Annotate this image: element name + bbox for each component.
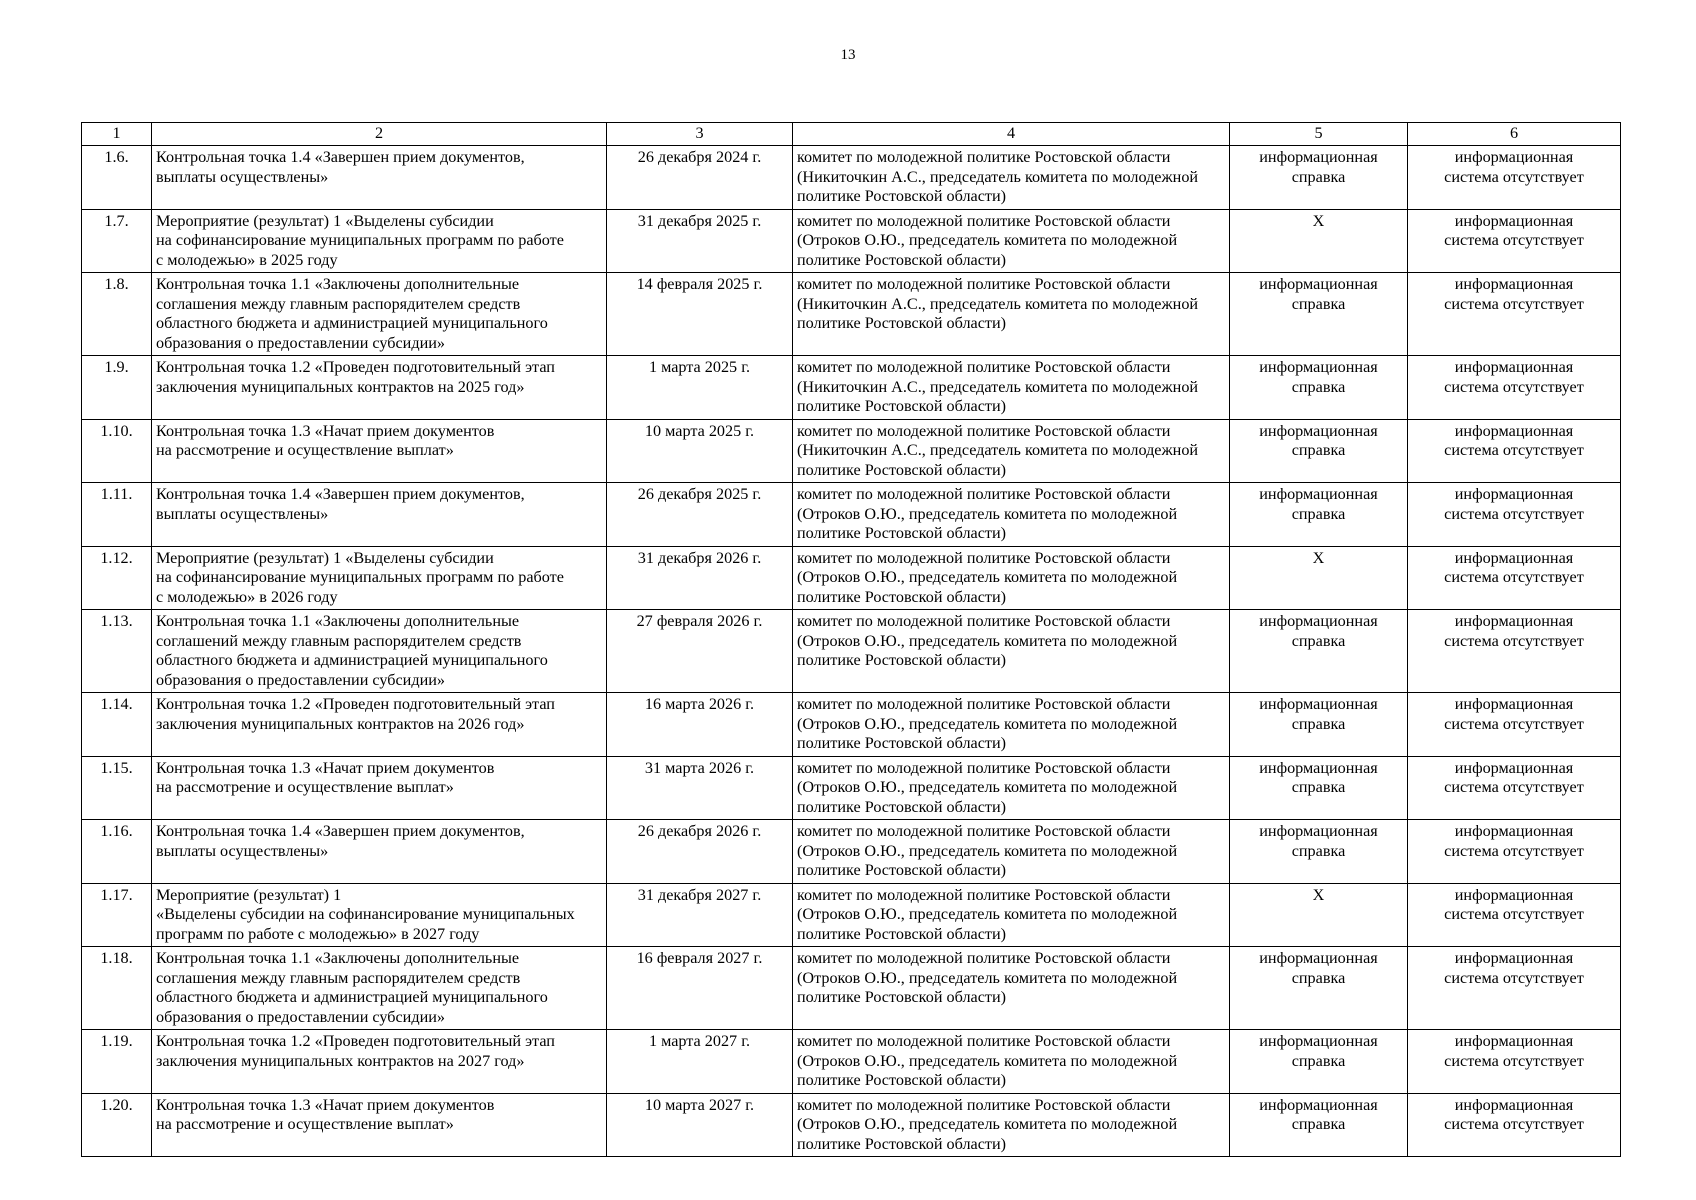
column-header: 2 [152,123,607,146]
cell-line: на рассмотрение и осуществление выплат» [156,441,454,459]
responsible-cell [793,146,1230,210]
cell-line: информационная [1259,148,1378,166]
table-row [82,209,1621,273]
deadline-cell: 14 февраля 2025 г. [607,273,793,356]
cell-line: (Никиточкин А.С., председатель комитета по молодежной [797,441,1199,459]
control-points-table [81,122,1621,1157]
cell-line: система отсутствует [1444,167,1584,186]
event-title-cell [152,483,607,547]
event-title-cell [152,820,607,884]
cell-line: информационная [1454,421,1574,440]
document-type-cell [1230,756,1408,820]
cell-line: справка [1291,631,1346,650]
cell-line: соглашения между главным распорядителем средств [156,294,521,313]
cell-line: (Отроков О.Ю., председатель комитета по молодежной [797,714,1178,733]
info-system-cell [1408,419,1621,483]
event-title-cell [152,1030,607,1094]
cell-line: информационная [1454,695,1574,713]
cell-line: информационная [1454,1032,1574,1050]
cell-line: (Отроков О.Ю., председатель комитета по молодежной [797,905,1178,923]
event-title-cell [152,756,607,820]
cell-line: система отсутствует [1444,231,1584,249]
document-type-cell [1230,1030,1408,1094]
cell-line: политике Ростовской области) [797,1071,1007,1089]
responsible-cell [793,546,1230,610]
cell-line: политике Ростовской области) [797,797,1007,816]
cell-line: с молодежью» в 2025 году [156,250,338,269]
cell-line: Контрольная точка 1.4 «Завершен прием документов, [156,148,525,166]
event-title-cell [152,273,607,356]
cell-line: (Отроков О.Ю., председатель комитета по молодежной [797,968,1178,987]
info-system-cell [1408,1030,1621,1094]
table-header-row [82,123,1621,146]
table-row [82,756,1621,820]
cell-line: комитет по молодежной политике Ростовской области [797,1095,1171,1114]
responsible-cell [793,273,1230,356]
cell-line: информационная [1454,485,1574,503]
document-type-cell [1230,273,1408,356]
cell-line: заключения муниципальных контрактов на 2026 год» [156,714,525,733]
responsible-cell [793,356,1230,420]
cell-line: информационная [1454,612,1574,630]
cell-line: информационная [1259,695,1378,713]
table-row [82,610,1621,693]
responsible-cell [793,693,1230,757]
cell-line: информационная [1259,949,1378,967]
cell-line: информационная [1454,358,1574,376]
responsible-cell [793,947,1230,1030]
cell-line: политике Ростовской области) [797,988,1007,1006]
deadline-cell: 27 февраля 2026 г. [607,610,793,693]
responsible-cell [793,610,1230,693]
document-type-cell [1230,947,1408,1030]
table-row [82,1093,1621,1157]
table-body [82,146,1621,1157]
document-type-cell [1230,1093,1408,1157]
row-number-cell: 1.12. [82,546,152,610]
cell-line: информационная [1454,211,1574,230]
cell-line: (Никиточкин А.С., председатель комитета по молодежной [797,294,1199,313]
deadline-cell: 26 декабря 2025 г. [607,483,793,547]
row-number-cell: 1.14. [82,693,152,757]
table-row [82,273,1621,356]
cell-line: образования о предоставлении субсидии» [156,1007,445,1026]
table-row [82,693,1621,757]
responsible-cell [793,483,1230,547]
cell-line: выплаты осуществлены» [156,504,329,523]
row-number-cell: 1.18. [82,947,152,1030]
table-row [82,947,1621,1030]
cell-line: (Никиточкин А.С., председатель комитета по молодежной [797,377,1199,396]
cell-line: информационная [1454,949,1574,967]
cell-line: справка [1291,377,1346,396]
event-title-cell [152,546,607,610]
event-title-cell [152,883,607,947]
cell-line: справка [1291,504,1346,523]
cell-line: комитет по молодежной политике Ростовской области [797,148,1171,166]
cell-line: справка [1291,1115,1346,1133]
cell-line: информационная [1259,612,1378,630]
table-row [82,356,1621,420]
responsible-cell [793,209,1230,273]
cell-line: информационная [1259,1032,1378,1050]
cell-line: система отсутствует [1444,631,1584,650]
cell-line: система отсутствует [1444,905,1584,923]
row-number-cell: 1.6. [82,146,152,210]
cell-line: (Отроков О.Ю., председатель комитета по молодежной [797,778,1178,796]
cell-line: информационная [1454,1095,1574,1114]
cell-line: областного бюджета и администрацией муниципального [156,314,548,332]
cell-line: политике Ростовской области) [797,924,1007,943]
info-system-cell [1408,209,1621,273]
row-number-cell: 1.13. [82,610,152,693]
cell-line: областного бюджета и администрацией муниципального [156,988,548,1006]
cell-line: Контрольная точка 1.3 «Начат прием документов [156,1095,495,1114]
cell-line: справка [1291,714,1346,733]
cell-line: комитет по молодежной политике Ростовской области [797,548,1171,567]
cell-line: политике Ростовской области) [797,861,1007,879]
document-type-cell [1230,820,1408,884]
cell-line: справка [1291,778,1346,796]
cell-line: Контрольная точка 1.1 «Заключены дополнительные [156,949,520,967]
info-system-cell [1408,1093,1621,1157]
cell-line: информационная [1454,275,1574,293]
cell-line: на рассмотрение и осуществление выплат» [156,1115,454,1133]
deadline-cell: 1 марта 2025 г. [607,356,793,420]
cell-line: областного бюджета и администрацией муниципального [156,651,548,669]
cell-line: на рассмотрение и осуществление выплат» [156,778,454,796]
column-header: 4 [793,123,1230,146]
cell-line: политике Ростовской области) [797,587,1007,606]
cell-line: система отсутствует [1444,968,1584,987]
event-title-cell [152,356,607,420]
event-title-cell [152,209,607,273]
deadline-cell: 26 декабря 2026 г. [607,820,793,884]
cell-line: выплаты осуществлены» [156,841,329,860]
event-title-cell [152,419,607,483]
row-number-cell: 1.7. [82,209,152,273]
cell-line: (Отроков О.Ю., председатель комитета по молодежной [797,841,1178,860]
deadline-cell: 1 марта 2027 г. [607,1030,793,1094]
document-type-cell [1230,419,1408,483]
page-number: 13 [840,47,856,63]
cell-line: политике Ростовской области) [797,1134,1007,1153]
cell-line: (Отроков О.Ю., председатель комитета по молодежной [797,231,1178,249]
cell-line: политике Ростовской области) [797,734,1007,752]
cell-line: программ по работе с молодежью» в 2027 году [156,924,480,943]
cell-line: справка [1291,841,1346,860]
info-system-cell [1408,483,1621,547]
table-row [82,419,1621,483]
cell-line: система отсутствует [1444,841,1584,860]
cell-line: система отсутствует [1444,568,1584,586]
cell-line: политике Ростовской области) [797,460,1007,479]
cell-line: информационная [1454,885,1574,904]
document-type-cell [1230,546,1408,610]
event-title-cell [152,610,607,693]
info-system-cell [1408,610,1621,693]
cell-line: Контрольная точка 1.2 «Проведен подготовительный этап [156,1032,555,1050]
cell-line: система отсутствует [1444,441,1584,459]
cell-line: Контрольная точка 1.3 «Начат прием документов [156,421,495,440]
responsible-cell [793,756,1230,820]
cell-line: заключения муниципальных контрактов на 2027 год» [156,1051,525,1070]
cell-line: Мероприятие (результат) 1 «Выделены субсидии [156,548,494,567]
cell-line: комитет по молодежной политике Ростовской области [797,885,1171,904]
cell-line: политике Ростовской области) [797,250,1007,269]
cell-line: Контрольная точка 1.4 «Завершен прием документов, [156,485,525,503]
row-number-cell: 1.10. [82,419,152,483]
table-row [82,546,1621,610]
cell-line: система отсутствует [1444,1115,1584,1133]
cell-line: справка [1291,1051,1346,1070]
event-title-cell [152,1093,607,1157]
info-system-cell [1408,820,1621,884]
cell-line: политике Ростовской области) [797,651,1007,669]
cell-line: комитет по молодежной политике Ростовской области [797,612,1171,630]
column-header: 5 [1230,123,1408,146]
cell-line: (Отроков О.Ю., председатель комитета по молодежной [797,568,1178,586]
table-row [82,483,1621,547]
table-row [82,146,1621,210]
info-system-cell [1408,756,1621,820]
cell-line: система отсутствует [1444,377,1584,396]
cell-line: информационная [1259,758,1378,777]
column-header: 6 [1408,123,1621,146]
cell-line: соглашений между главным распорядителем средств [156,631,522,650]
document-type-cell [1230,693,1408,757]
responsible-cell [793,883,1230,947]
row-number-cell: 1.19. [82,1030,152,1094]
cell-line: информационная [1259,275,1378,293]
cell-line: комитет по молодежной политике Ростовской области [797,275,1171,293]
cell-line: справка [1291,294,1346,313]
responsible-cell [793,1030,1230,1094]
column-header: 1 [82,123,152,146]
deadline-cell: 31 декабря 2027 г. [607,883,793,947]
deadline-cell: 16 марта 2026 г. [607,693,793,757]
cell-line: информационная [1259,421,1378,440]
cell-line: справка [1291,441,1346,459]
row-number-cell: 1.8. [82,273,152,356]
cell-line: комитет по молодежной политике Ростовской области [797,485,1171,503]
cell-line: (Никиточкин А.С., председатель комитета по молодежной [797,167,1199,186]
info-system-cell [1408,947,1621,1030]
info-system-cell [1408,146,1621,210]
cell-line: информационная [1259,485,1378,503]
table-row [82,820,1621,884]
cell-line: информационная [1259,1095,1378,1114]
cell-line: Мероприятие (результат) 1 «Выделены субсидии [156,211,494,230]
cell-line: на софинансирование муниципальных программ по работе [156,568,564,586]
cell-line: заключения муниципальных контрактов на 2025 год» [156,377,525,396]
table-row [82,883,1621,947]
row-number-cell: 1.11. [82,483,152,547]
responsible-cell [793,1093,1230,1157]
cell-line: политике Ростовской области) [797,187,1007,205]
cell-line: информационная [1259,358,1378,376]
info-system-cell [1408,273,1621,356]
cell-line: система отсутствует [1444,714,1584,733]
cell-line: информационная [1454,758,1574,777]
cell-line: система отсутствует [1444,778,1584,796]
document-type-cell [1230,356,1408,420]
cell-line: политике Ростовской области) [797,524,1007,542]
cell-line: комитет по молодежной политике Ростовской области [797,949,1171,967]
cell-line: Контрольная точка 1.1 «Заключены дополнительные [156,612,520,630]
cell-line: справка [1291,968,1346,987]
cell-line: соглашения между главным распорядителем средств [156,968,521,987]
deadline-cell: 10 марта 2027 г. [607,1093,793,1157]
row-number-cell: 1.15. [82,756,152,820]
deadline-cell: 31 марта 2026 г. [607,756,793,820]
deadline-cell: 31 декабря 2025 г. [607,209,793,273]
cell-line: комитет по молодежной политике Ростовской области [797,1032,1171,1050]
row-number-cell: 1.20. [82,1093,152,1157]
cell-line: X [1312,885,1325,904]
info-system-cell [1408,356,1621,420]
document-type-cell [1230,209,1408,273]
info-system-cell [1408,883,1621,947]
cell-line: информационная [1454,822,1574,840]
deadline-cell: 26 декабря 2024 г. [607,146,793,210]
cell-line: комитет по молодежной политике Ростовской области [797,421,1171,440]
responsible-cell [793,419,1230,483]
event-title-cell [152,146,607,210]
cell-line: Контрольная точка 1.2 «Проведен подготовительный этап [156,695,555,713]
document-type-cell [1230,610,1408,693]
cell-line: система отсутствует [1444,504,1584,523]
deadline-cell: 10 марта 2025 г. [607,419,793,483]
cell-line: комитет по молодежной политике Ростовской области [797,822,1171,840]
cell-line: комитет по молодежной политике Ростовской области [797,758,1171,777]
document-type-cell [1230,883,1408,947]
cell-line: Контрольная точка 1.3 «Начат прием документов [156,758,495,777]
cell-line: информационная [1454,148,1574,166]
responsible-cell [793,820,1230,884]
deadline-cell: 31 декабря 2026 г. [607,546,793,610]
table-row [82,1030,1621,1094]
cell-line: (Отроков О.Ю., председатель комитета по молодежной [797,504,1178,523]
cell-line: образования о предоставлении субсидии» [156,333,445,352]
cell-line: (Отроков О.Ю., председатель комитета по молодежной [797,1115,1178,1133]
cell-line: система отсутствует [1444,1051,1584,1070]
cell-line: политике Ростовской области) [797,314,1007,332]
row-number-cell: 1.9. [82,356,152,420]
cell-line: выплаты осуществлены» [156,167,329,186]
cell-line: (Отроков О.Ю., председатель комитета по молодежной [797,1051,1178,1070]
cell-line: информационная [1259,822,1378,840]
column-header: 3 [607,123,793,146]
cell-line: Контрольная точка 1.1 «Заключены дополнительные [156,275,520,293]
cell-line: комитет по молодежной политике Ростовской области [797,358,1171,376]
deadline-cell: 16 февраля 2027 г. [607,947,793,1030]
cell-line: комитет по молодежной политике Ростовской области [797,211,1171,230]
cell-line: образования о предоставлении субсидии» [156,670,445,689]
row-number-cell: 1.16. [82,820,152,884]
cell-line: с молодежью» в 2026 году [156,587,338,606]
document-type-cell [1230,483,1408,547]
cell-line: (Отроков О.Ю., председатель комитета по молодежной [797,631,1178,650]
event-title-cell [152,947,607,1030]
cell-line: справка [1291,167,1346,186]
cell-line: система отсутствует [1444,294,1584,313]
cell-line: Контрольная точка 1.2 «Проведен подготовительный этап [156,358,555,376]
cell-line: Мероприятие (результат) 1 [156,885,342,904]
document-type-cell [1230,146,1408,210]
info-system-cell [1408,693,1621,757]
cell-line: информационная [1454,548,1574,567]
event-title-cell [152,693,607,757]
cell-line: X [1312,211,1325,230]
cell-line: комитет по молодежной политике Ростовской области [797,695,1171,713]
cell-line: X [1312,548,1325,567]
row-number-cell: 1.17. [82,883,152,947]
info-system-cell [1408,546,1621,610]
cell-line: политике Ростовской области) [797,397,1007,415]
cell-line: Контрольная точка 1.4 «Завершен прием документов, [156,822,525,840]
cell-line: «Выделены субсидии на софинансирование муниципальных [156,905,575,923]
cell-line: на софинансирование муниципальных программ по работе [156,231,564,249]
